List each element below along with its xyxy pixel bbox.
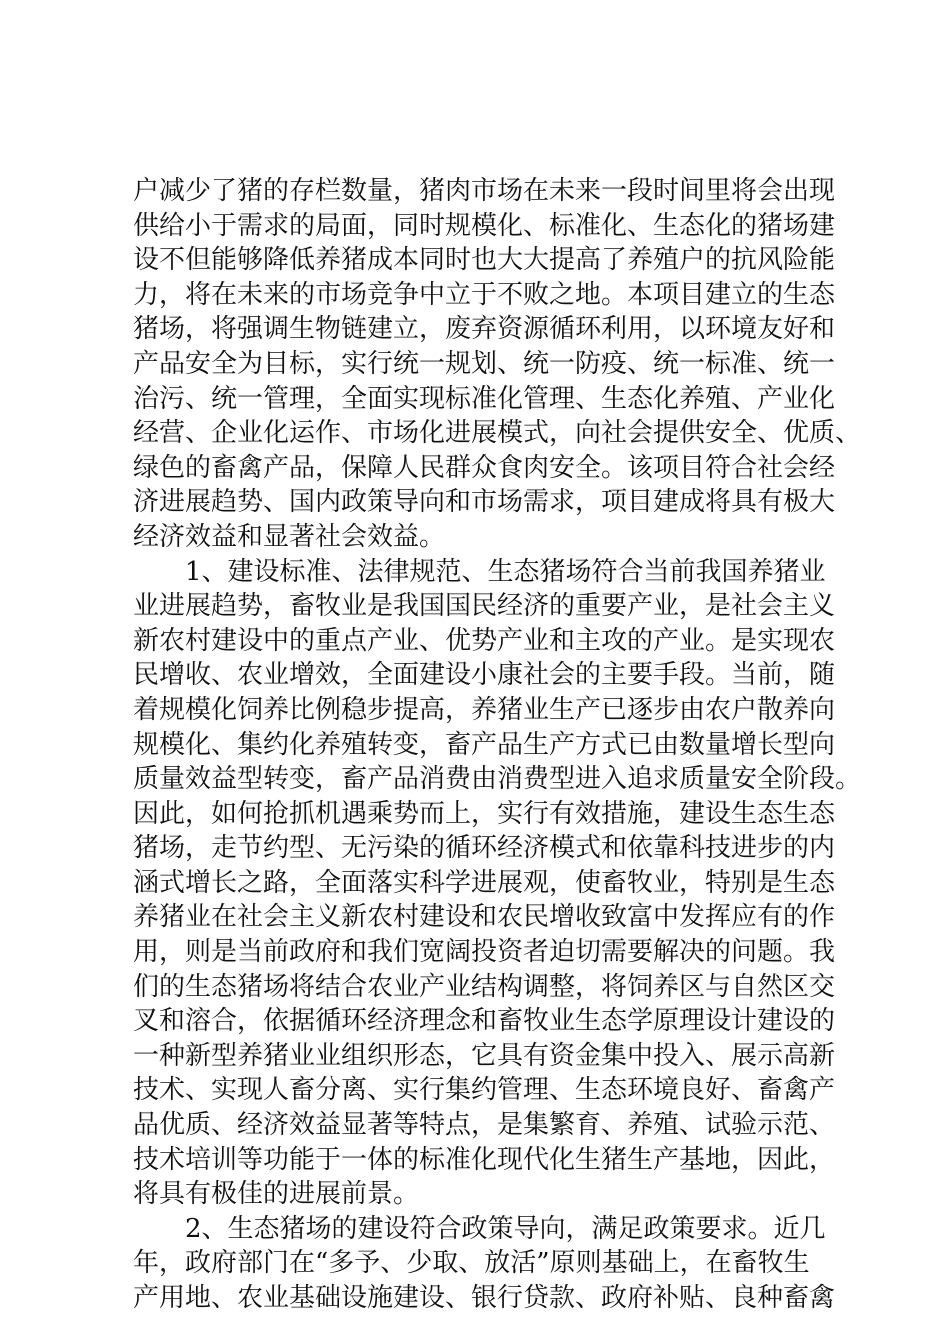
text-line: 一种新型养猪业业组织形态，它具有资金集中投入、展示高新 xyxy=(133,1040,836,1071)
text-line: 经营、企业化运作、市场化进展模式，向社会提供安全、优质、 xyxy=(133,418,862,449)
text-line: 供给小于需求的局面，同时规模化、标准化、生态化的猪场建 xyxy=(133,210,836,241)
text-line: 猪场，走节约型、无污染的循环经济模式和依靠科技进步的内 xyxy=(133,833,836,864)
text-line: 治污、统一管理，全面实现标准化管理、生态化养殖、产业化 xyxy=(133,383,836,414)
text-line: 新农村建设中的重点产业、优势产业和主攻的产业。是实现农 xyxy=(133,625,836,656)
text-line: 年，政府部门在“多予、少取、放活”原则基础上，在畜牧生 xyxy=(133,1248,810,1279)
text-line: 们的生态猪场将结合农业产业结构调整，将饲养区与自然区交 xyxy=(133,971,836,1002)
text-line: 着规模化饲养比例稳步提高，养猪业生产已逐步由农户散养向 xyxy=(133,694,836,725)
text-line: 济进展趋势、国内政策导向和市场需求，项目建成将具有极大 xyxy=(133,487,836,518)
text-line: 叉和溶合，依据循环经济理念和畜牧业生态学原理设计建设的 xyxy=(133,1006,836,1037)
text-line: 因此，如何抢抓机遇乘势而上，实行有效措施，建设生态生态 xyxy=(133,798,836,829)
text-line: 力，将在未来的市场竞争中立于不败之地。本项目建立的生态 xyxy=(133,279,836,310)
text-line: 品优质、经济效益显著等特点，是集繁育、养殖、试验示范、 xyxy=(133,1110,836,1141)
text-line: 产品安全为目标，实行统一规划、统一防疫、统一标准、统一 xyxy=(133,348,836,379)
text-line: 技术培训等功能于一体的标准化现代化生猪生产基地，因此， xyxy=(133,1144,836,1175)
paragraph-first-line: 2、生态猪场的建设符合政策导向，满足政策要求。近几 xyxy=(185,1213,826,1244)
text-line: 技术、实现人畜分离、实行集约管理、生态环境良好、畜禽产 xyxy=(133,1075,836,1106)
text-line: 用，则是当前政府和我们宽阔投资者迫切需要解决的问题。我 xyxy=(133,937,836,968)
text-line: 质量效益型转变，畜产品消费由消费型进入追求质量安全阶段。 xyxy=(133,764,862,795)
text-line: 养猪业在社会主义新农村建设和农民增收致富中发挥应有的作 xyxy=(133,902,836,933)
text-line: 民增收、农业增效，全面建设小康社会的主要手段。当前，随 xyxy=(133,660,836,691)
text-line: 产用地、农业基础设施建设、银行贷款、政府补贴、良种畜禽 xyxy=(133,1283,836,1313)
text-line: 设不但能够降低养猪成本同时也大大提高了养殖户的抗风险能 xyxy=(133,245,836,276)
text-line: 户减少了猪的存栏数量，猪肉市场在未来一段时间里将会出现 xyxy=(133,176,836,206)
document-body xyxy=(133,174,862,1316)
text-line: 将具有极佳的进展前景。 xyxy=(133,1179,420,1210)
text-line: 涵式增长之路，全面落实科学进展观，使畜牧业，特别是生态 xyxy=(133,867,836,898)
text-line: 绿色的畜禽产品，保障人民群众食肉安全。该项目符合社会经 xyxy=(133,452,836,483)
text-line: 经济效益和显著社会效益。 xyxy=(133,521,446,552)
text-line: 业进展趋势，畜牧业是我国国民经济的重要产业，是社会主义 xyxy=(133,591,836,622)
text-line: 规模化、集约化养殖转变，畜产品生产方式已由数量增长型向 xyxy=(133,729,836,760)
text-line: 猪场，将强调生物链建立，废弃资源循环利用，以环境友好和 xyxy=(133,314,836,345)
paragraph-first-line: 1、建设标准、法律规范、生态猪场符合当前我国养猪业 xyxy=(185,556,826,587)
